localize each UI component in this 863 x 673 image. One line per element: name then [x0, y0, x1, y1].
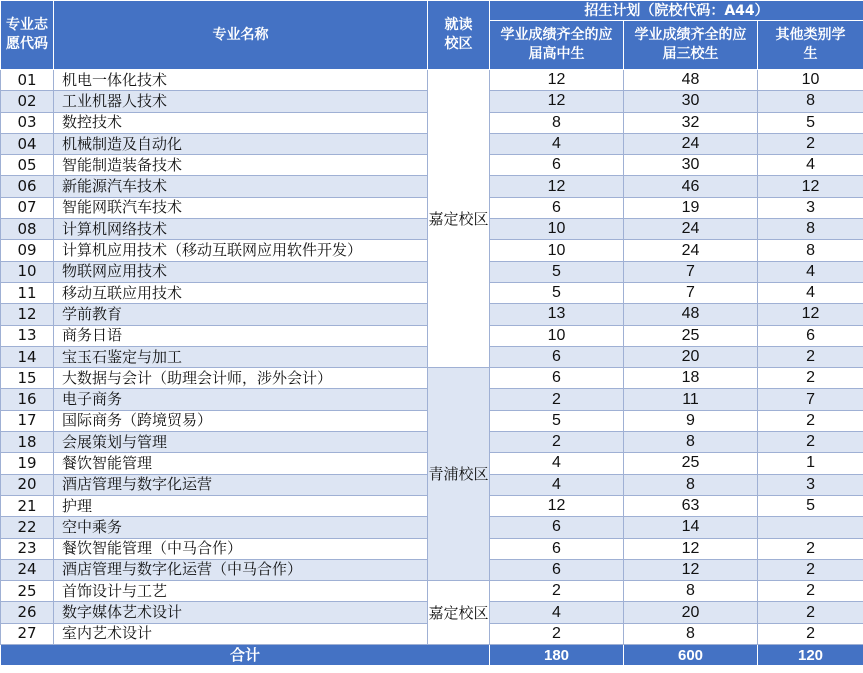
count-other: 8	[758, 91, 863, 112]
count-vocational: 12	[624, 559, 758, 580]
major-code: 03	[1, 112, 54, 133]
total-label: 合计	[1, 645, 490, 666]
total-a: 180	[490, 645, 624, 666]
count-other: 7	[758, 389, 863, 410]
major-name: 新能源汽车技术	[54, 176, 428, 197]
major-name: 餐饮智能管理	[54, 453, 428, 474]
header-col-b: 学业成绩齐全的应届三校生	[624, 21, 758, 70]
major-code: 02	[1, 91, 54, 112]
count-vocational: 24	[624, 133, 758, 154]
major-code: 11	[1, 282, 54, 303]
major-code: 01	[1, 70, 54, 91]
major-code: 24	[1, 559, 54, 580]
count-vocational: 11	[624, 389, 758, 410]
count-other: 3	[758, 474, 863, 495]
count-other: 4	[758, 261, 863, 282]
count-highschool: 4	[490, 602, 624, 623]
major-name: 学前教育	[54, 304, 428, 325]
major-code: 19	[1, 453, 54, 474]
major-code: 17	[1, 410, 54, 431]
count-other: 2	[758, 602, 863, 623]
count-highschool: 5	[490, 410, 624, 431]
major-code: 26	[1, 602, 54, 623]
count-other: 8	[758, 240, 863, 261]
count-other: 10	[758, 70, 863, 91]
table-row	[1, 581, 863, 602]
count-vocational: 48	[624, 304, 758, 325]
major-code: 25	[1, 581, 54, 602]
major-name: 空中乘务	[54, 517, 428, 538]
count-vocational: 32	[624, 112, 758, 133]
major-name: 移动互联应用技术	[54, 282, 428, 303]
count-other: 8	[758, 219, 863, 240]
major-code: 08	[1, 219, 54, 240]
major-code: 07	[1, 197, 54, 218]
count-other: 12	[758, 176, 863, 197]
count-highschool: 4	[490, 133, 624, 154]
total-b: 600	[624, 645, 758, 666]
major-code: 05	[1, 155, 54, 176]
count-other: 2	[758, 559, 863, 580]
major-name: 智能网联汽车技术	[54, 197, 428, 218]
count-other: 5	[758, 112, 863, 133]
count-vocational: 24	[624, 240, 758, 261]
major-name: 酒店管理与数字化运营	[54, 474, 428, 495]
count-highschool: 5	[490, 282, 624, 303]
count-vocational: 24	[624, 219, 758, 240]
major-name: 室内艺术设计	[54, 623, 428, 644]
count-vocational: 8	[624, 623, 758, 644]
count-other: 3	[758, 197, 863, 218]
count-highschool: 6	[490, 197, 624, 218]
major-name: 餐饮智能管理（中马合作）	[54, 538, 428, 559]
count-highschool: 10	[490, 325, 624, 346]
count-highschool: 6	[490, 368, 624, 389]
major-name: 大数据与会计（助理会计师，涉外会计）	[54, 368, 428, 389]
count-other: 2	[758, 346, 863, 367]
count-highschool: 6	[490, 517, 624, 538]
count-other: 5	[758, 495, 863, 516]
major-name: 机械制造及自动化	[54, 133, 428, 154]
count-other: 2	[758, 133, 863, 154]
count-vocational: 25	[624, 453, 758, 474]
table-row	[1, 70, 863, 91]
count-other: 4	[758, 155, 863, 176]
count-vocational: 48	[624, 70, 758, 91]
major-name: 首饰设计与工艺	[54, 581, 428, 602]
count-vocational: 18	[624, 368, 758, 389]
major-code: 21	[1, 495, 54, 516]
count-highschool: 2	[490, 623, 624, 644]
major-code: 22	[1, 517, 54, 538]
count-vocational: 8	[624, 581, 758, 602]
count-vocational: 63	[624, 495, 758, 516]
major-code: 18	[1, 432, 54, 453]
major-code: 15	[1, 368, 54, 389]
major-code: 27	[1, 623, 54, 644]
count-highschool: 13	[490, 304, 624, 325]
header-plan: 招生计划（院校代码：A44）	[490, 1, 863, 21]
count-highschool: 12	[490, 176, 624, 197]
count-highschool: 12	[490, 70, 624, 91]
major-name: 智能制造装备技术	[54, 155, 428, 176]
count-highschool: 6	[490, 155, 624, 176]
table-row	[1, 368, 863, 389]
count-vocational: 14	[624, 517, 758, 538]
count-highschool: 6	[490, 346, 624, 367]
header-col-c: 其他类别学生	[758, 21, 863, 70]
major-name: 机电一体化技术	[54, 70, 428, 91]
major-code: 06	[1, 176, 54, 197]
count-other: 2	[758, 581, 863, 602]
count-highschool: 12	[490, 495, 624, 516]
major-name: 会展策划与管理	[54, 432, 428, 453]
count-vocational: 46	[624, 176, 758, 197]
count-highschool: 6	[490, 538, 624, 559]
count-other: 1	[758, 453, 863, 474]
count-vocational: 12	[624, 538, 758, 559]
count-vocational: 30	[624, 91, 758, 112]
major-code: 16	[1, 389, 54, 410]
count-highschool: 6	[490, 559, 624, 580]
major-name: 数字媒体艺术设计	[54, 602, 428, 623]
count-other: 6	[758, 325, 863, 346]
count-other: 4	[758, 282, 863, 303]
major-name: 计算机网络技术	[54, 219, 428, 240]
count-vocational: 19	[624, 197, 758, 218]
count-other	[758, 517, 863, 538]
major-name: 工业机器人技术	[54, 91, 428, 112]
campus-jiading-2: 嘉定校区	[428, 581, 490, 645]
count-highschool: 5	[490, 261, 624, 282]
major-code: 14	[1, 346, 54, 367]
count-highschool: 4	[490, 453, 624, 474]
total-c: 120	[758, 645, 863, 666]
count-vocational: 25	[624, 325, 758, 346]
count-highschool: 10	[490, 240, 624, 261]
count-other: 2	[758, 368, 863, 389]
count-highschool: 10	[490, 219, 624, 240]
major-code: 23	[1, 538, 54, 559]
count-highschool: 12	[490, 91, 624, 112]
count-highschool: 2	[490, 432, 624, 453]
count-vocational: 7	[624, 261, 758, 282]
count-other: 2	[758, 432, 863, 453]
count-vocational: 20	[624, 346, 758, 367]
major-code: 13	[1, 325, 54, 346]
header-code: 专业志愿代码	[1, 1, 54, 70]
count-other: 2	[758, 410, 863, 431]
count-vocational: 8	[624, 474, 758, 495]
campus-jiading-1: 嘉定校区	[428, 70, 490, 368]
major-name: 商务日语	[54, 325, 428, 346]
major-name: 国际商务（跨境贸易）	[54, 410, 428, 431]
header-campus: 就读校区	[428, 1, 490, 70]
major-code: 09	[1, 240, 54, 261]
major-name: 酒店管理与数字化运营（中马合作）	[54, 559, 428, 580]
major-name: 电子商务	[54, 389, 428, 410]
campus-qingpu: 青浦校区	[428, 368, 490, 581]
major-code: 12	[1, 304, 54, 325]
major-name: 护理	[54, 495, 428, 516]
major-code: 20	[1, 474, 54, 495]
header-col-a: 学业成绩齐全的应届高中生	[490, 21, 624, 70]
major-name: 计算机应用技术（移动互联网应用软件开发）	[54, 240, 428, 261]
count-other: 12	[758, 304, 863, 325]
count-vocational: 9	[624, 410, 758, 431]
count-other: 2	[758, 623, 863, 644]
count-vocational: 8	[624, 432, 758, 453]
major-name: 数控技术	[54, 112, 428, 133]
count-highschool: 2	[490, 389, 624, 410]
count-highschool: 2	[490, 581, 624, 602]
count-vocational: 20	[624, 602, 758, 623]
count-other: 2	[758, 538, 863, 559]
count-vocational: 7	[624, 282, 758, 303]
major-code: 10	[1, 261, 54, 282]
header-name: 专业名称	[54, 1, 428, 70]
count-highschool: 8	[490, 112, 624, 133]
major-name: 宝玉石鉴定与加工	[54, 346, 428, 367]
major-name: 物联网应用技术	[54, 261, 428, 282]
count-highschool: 4	[490, 474, 624, 495]
count-vocational: 30	[624, 155, 758, 176]
major-code: 04	[1, 133, 54, 154]
